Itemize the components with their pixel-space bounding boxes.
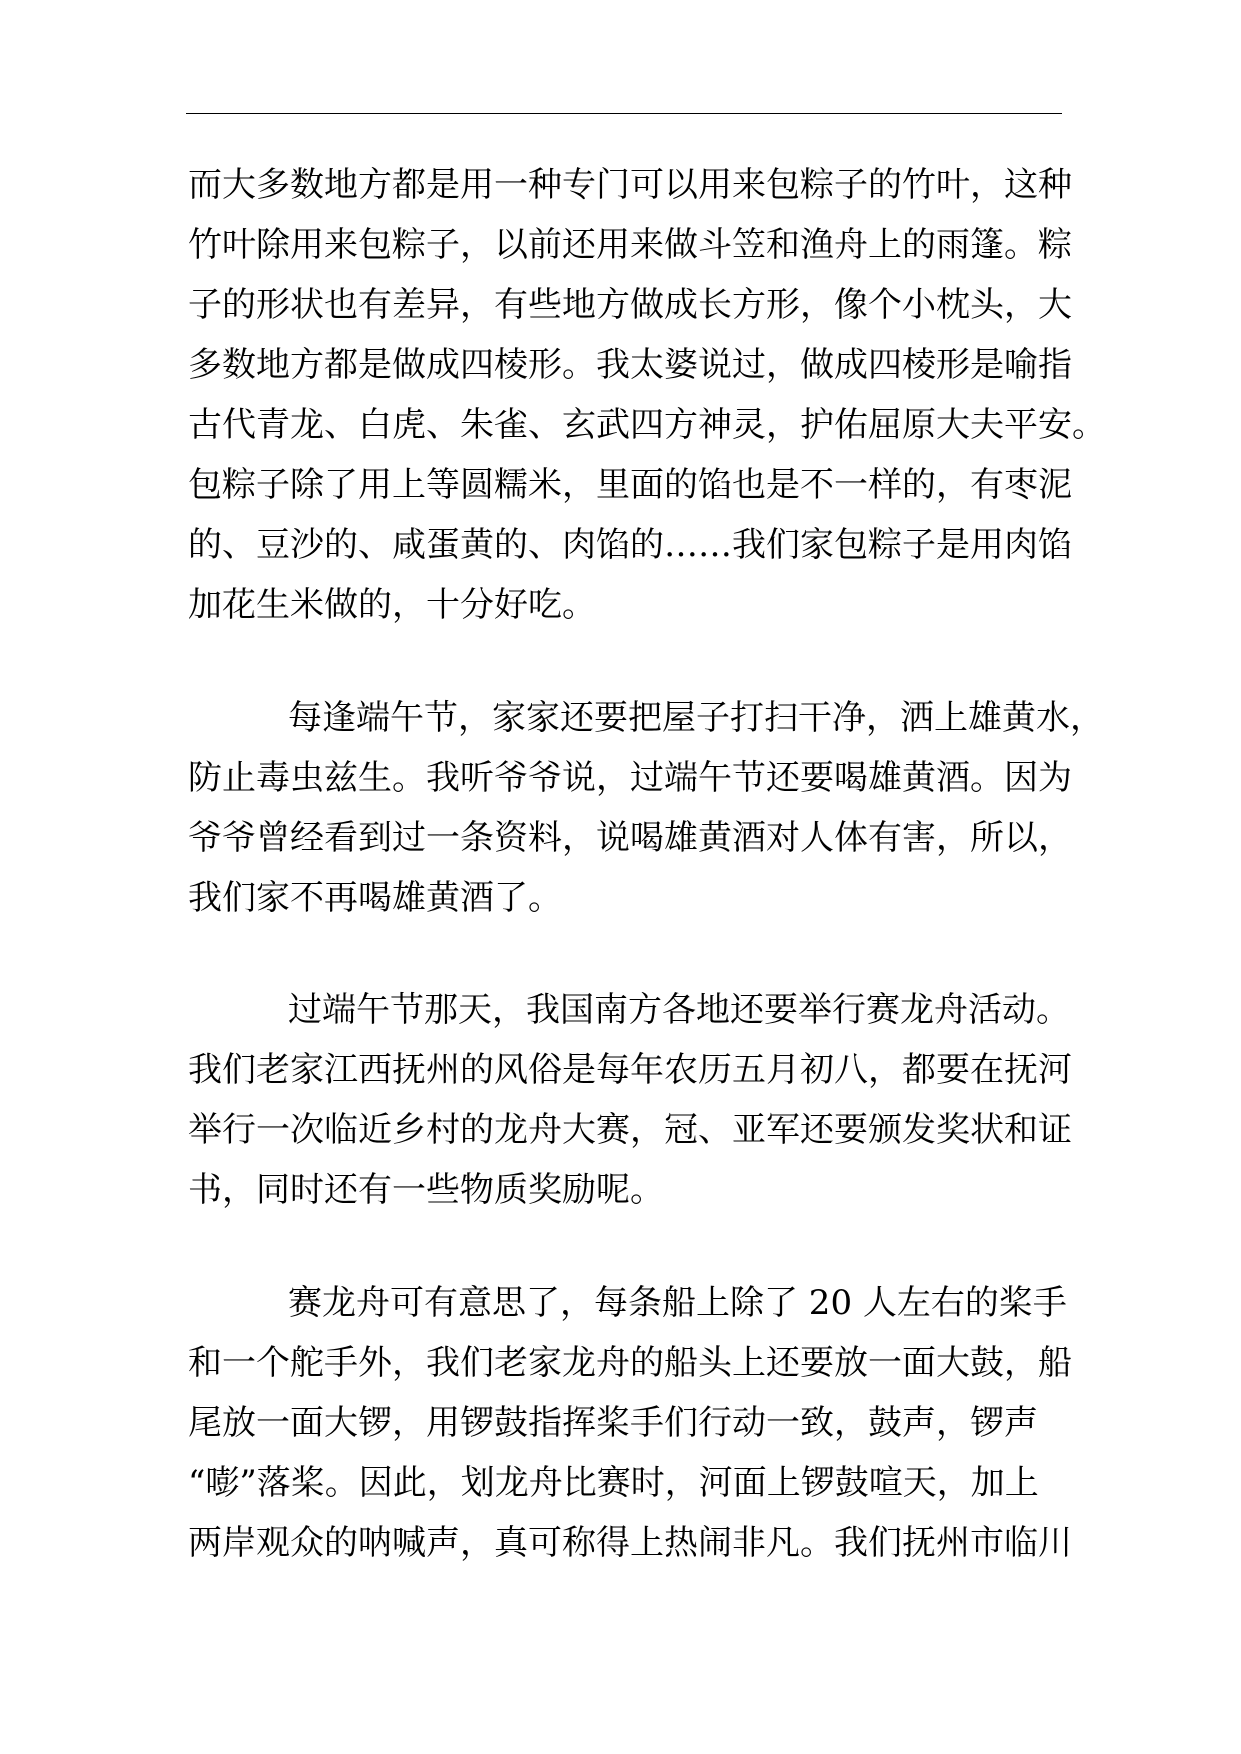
paragraph-line: 竹叶除用来包粽子，以前还用来做斗笠和渔舟上的雨篷。粽 [188, 225, 1072, 265]
paragraph-line: 而大多数地方都是用一种专门可以用来包粽子的竹叶，这种 [188, 165, 1072, 205]
paragraph-line: 我们家不再喝雄黄酒了。 [188, 878, 562, 918]
paragraph-line: 包粽子除了用上等圆糯米，里面的馅也是不一样的，有枣泥 [188, 465, 1072, 505]
paragraph-line: 两岸观众的呐喊声，真可称得上热闹非凡。我们抚州市临川 [188, 1523, 1072, 1563]
paragraph-line: “嘭”落桨。因此，划龙舟比赛时，河面上锣鼓喧天，加上 [188, 1463, 1039, 1503]
paragraph-line: 防止毒虫兹生。我听爷爷说，过端午节还要喝雄黄酒。因为 [188, 758, 1072, 798]
paragraph-line: 子的形状也有差异，有些地方做成长方形，像个小枕头，大 [188, 285, 1072, 325]
paragraph-line: 古代青龙、白虎、朱雀、玄武四方神灵，护佑屈原大夫平安。 [188, 405, 1106, 445]
paragraph-line: 爷爷曾经看到过一条资料，说喝雄黄酒对人体有害，所以， [188, 818, 1072, 858]
paragraph-line: 加花生米做的，十分好吃。 [188, 585, 596, 625]
paragraph-line: 尾放一面大锣，用锣鼓指挥桨手们行动一致，鼓声，锣声 [188, 1403, 1038, 1443]
paragraph-line: 书，同时还有一些物质奖励呢。 [188, 1170, 664, 1210]
paragraph-line: 每逢端午节，家家还要把屋子打扫干净，洒上雄黄水， [288, 698, 1104, 738]
paragraph-line: 赛龙舟可有意思了，每条船上除了 20 人左右的桨手 [288, 1283, 1067, 1323]
header-rule [186, 113, 1062, 114]
paragraph-line: 的、豆沙的、咸蛋黄的、肉馅的……我们家包粽子是用肉馅 [188, 525, 1072, 565]
paragraph-line: 过端午节那天，我国南方各地还要举行赛龙舟活动。 [288, 990, 1070, 1030]
paragraph-line: 我们老家江西抚州的风俗是每年农历五月初八，都要在抚河 [188, 1050, 1072, 1090]
paragraph-line: 多数地方都是做成四棱形。我太婆说过，做成四棱形是喻指 [188, 345, 1072, 385]
paragraph-line: 举行一次临近乡村的龙舟大赛，冠、亚军还要颁发奖状和证 [188, 1110, 1072, 1150]
paragraph-line: 和一个舵手外，我们老家龙舟的船头上还要放一面大鼓，船 [188, 1343, 1072, 1383]
